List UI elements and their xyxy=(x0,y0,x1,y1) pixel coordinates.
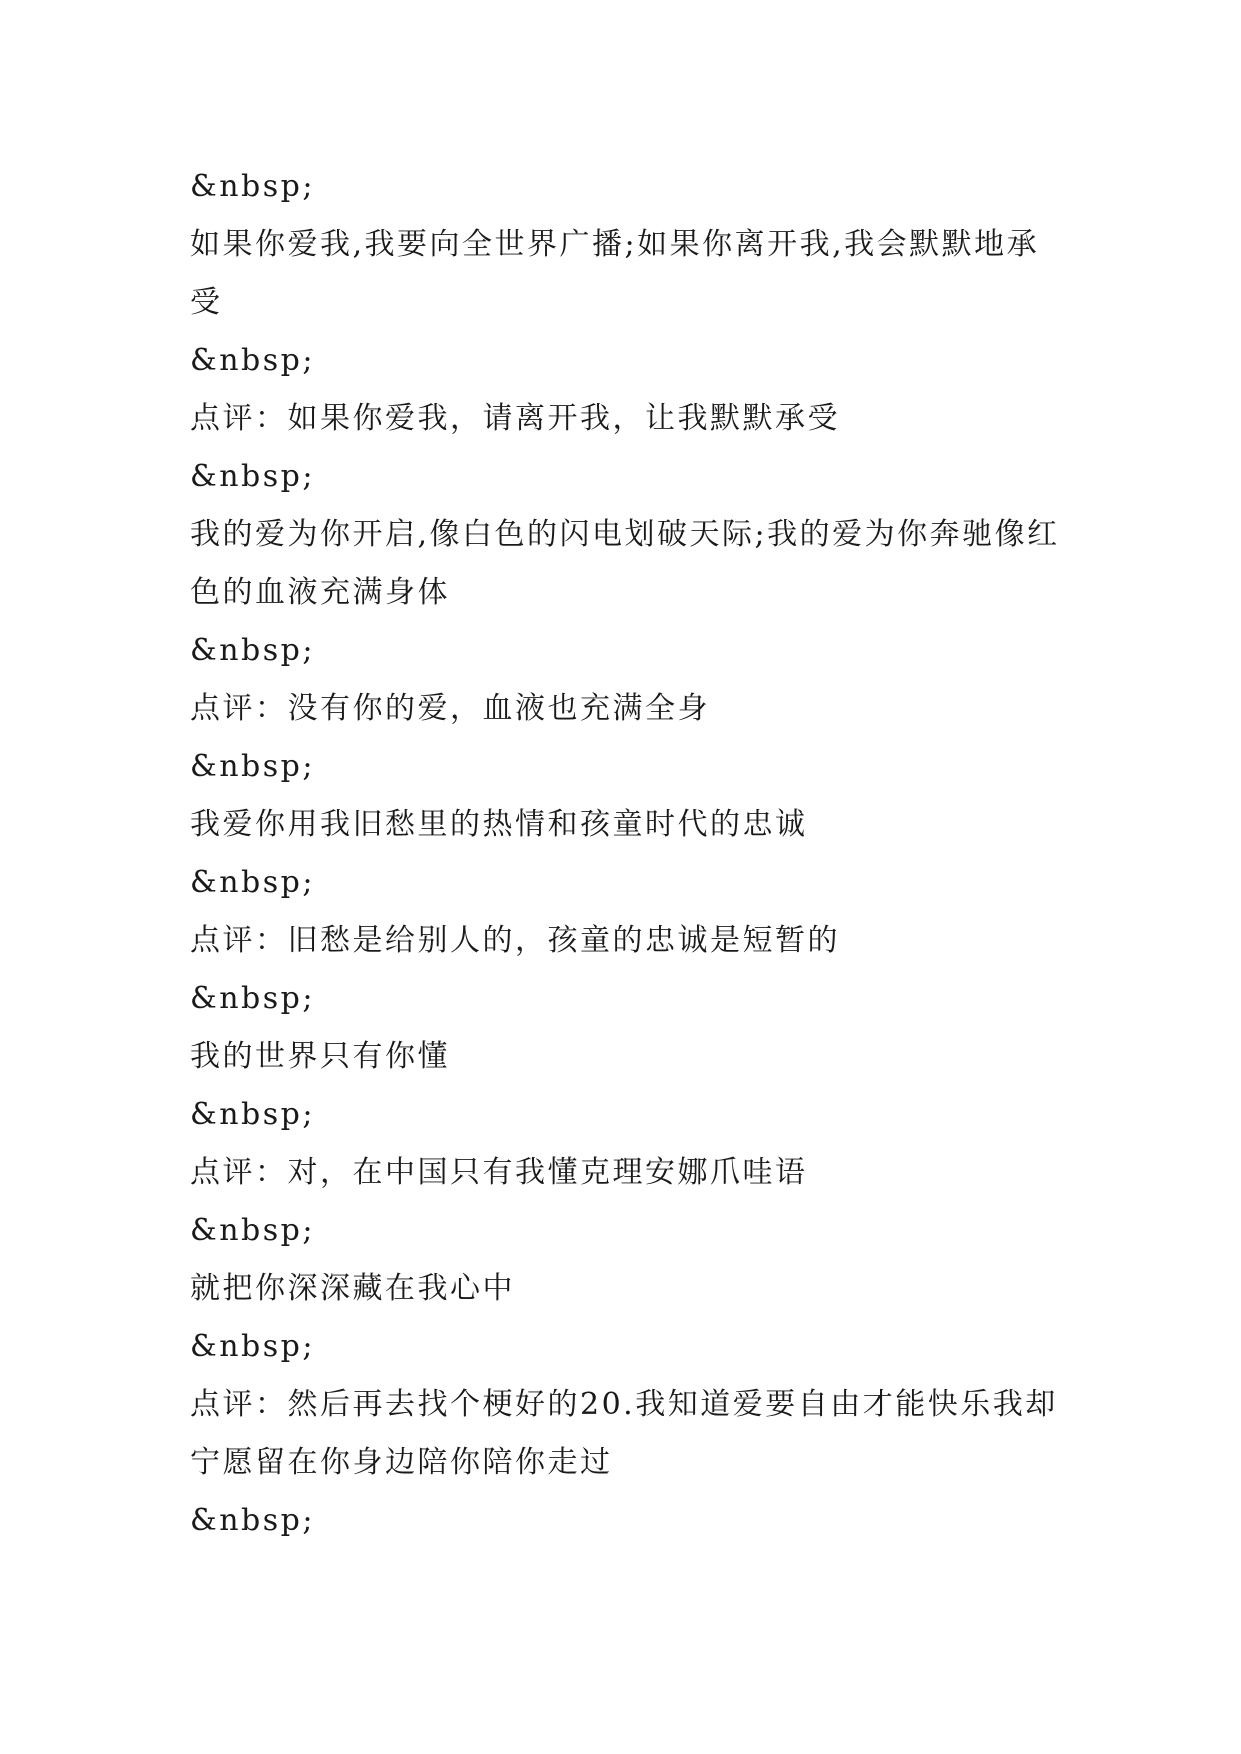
paragraph-love-broadcast: 如果你爱我,我要向全世界广播;如果你离开我,我会默默地承受 xyxy=(190,227,1040,320)
comment-2: 点评：没有你的爱，血液也充满全身 xyxy=(190,691,710,726)
nbsp-line: &nbsp; xyxy=(190,169,315,204)
nbsp-line: &nbsp; xyxy=(190,865,315,900)
document-body xyxy=(190,158,1060,1550)
comment-3: 点评：旧愁是给别人的，孩童的忠诚是短暂的 xyxy=(190,923,840,958)
nbsp-line: &nbsp; xyxy=(190,459,315,494)
nbsp-line: &nbsp; xyxy=(190,1097,315,1132)
nbsp-line: &nbsp; xyxy=(190,1503,315,1538)
paragraph-hide-heart: 就把你深深藏在我心中 xyxy=(190,1271,515,1306)
comment-1: 点评：如果你爱我，请离开我，让我默默承受 xyxy=(190,401,840,436)
paragraph-love-sorrow: 我爱你用我旧愁里的热情和孩童时代的忠诚 xyxy=(190,807,808,842)
comment-5: 点评：然后再去找个梗好的20.我知道爱要自由才能快乐我却宁愿留在你身边陪你陪你走过 xyxy=(190,1387,1058,1480)
nbsp-line: &nbsp; xyxy=(190,981,315,1016)
nbsp-line: &nbsp; xyxy=(190,633,315,668)
nbsp-line: &nbsp; xyxy=(190,1213,315,1248)
nbsp-line: &nbsp; xyxy=(190,749,315,784)
nbsp-line: &nbsp; xyxy=(190,343,315,378)
comment-4: 点评：对，在中国只有我懂克理安娜爪哇语 xyxy=(190,1155,808,1190)
paragraph-love-lightning: 我的爱为你开启,像白色的闪电划破天际;我的爱为你奔驰像红色的血液充满身体 xyxy=(190,517,1060,610)
paragraph-world: 我的世界只有你懂 xyxy=(190,1039,450,1074)
nbsp-line: &nbsp; xyxy=(190,1329,315,1364)
